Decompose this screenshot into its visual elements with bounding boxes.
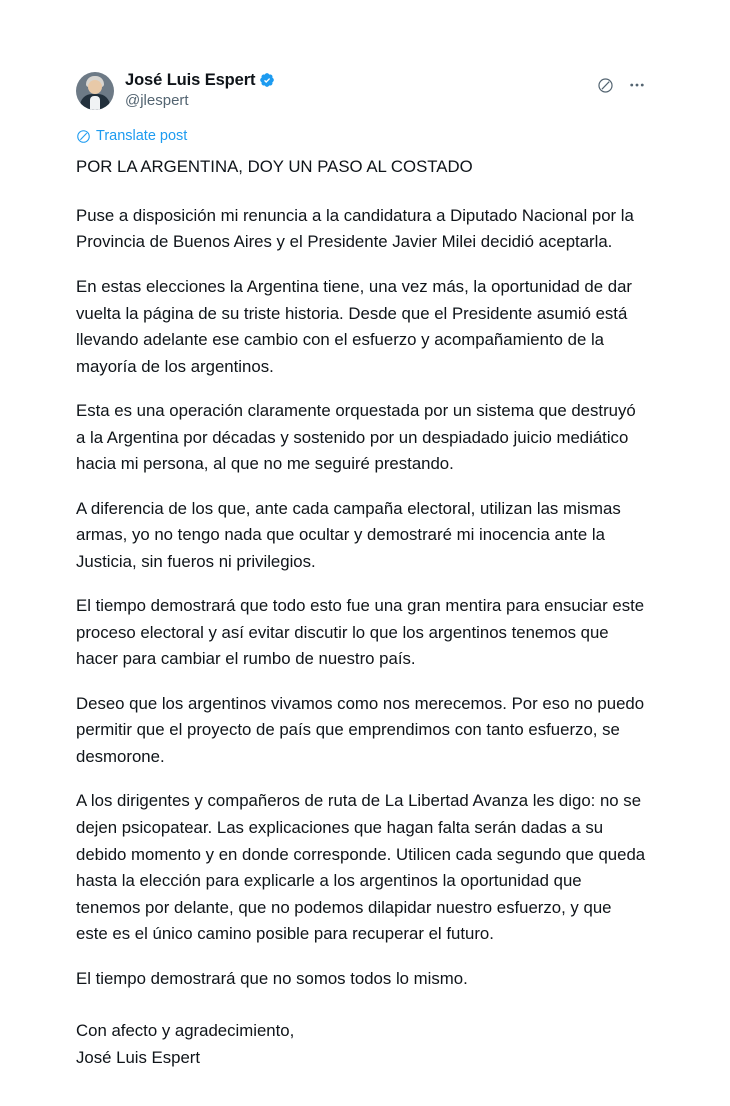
translate-post-link[interactable]: Translate post (96, 128, 188, 145)
translate-post-row[interactable] (76, 128, 646, 144)
signature-line-2: José Luis Espert (76, 1047, 201, 1067)
author-display-name[interactable]: José Luis Espert (125, 71, 256, 89)
post-header-actions (597, 76, 646, 94)
author-handle[interactable]: @jlespert (125, 91, 189, 109)
post-headline: POR LA ARGENTINA, DOY UN PASO AL COSTADO (76, 157, 473, 177)
verified-badge-icon (259, 72, 275, 88)
translate-icon (76, 129, 91, 144)
post-paragraph: Esta es una operación claramente orquestada por un sistema que destruyó a la Argentina por décadas y sostenido por un despiadado juicio mediático hacia mi persona, al que no me seguiré prestando. (76, 401, 636, 474)
signature-line-1: Con afecto y agradecimiento, (76, 1021, 295, 1041)
post-paragraph: El tiempo demostrará que no somos todos lo mismo. (76, 968, 468, 988)
grok-icon[interactable] (597, 77, 614, 94)
post-header (76, 70, 646, 110)
post-paragraph: En estas elecciones la Argentina tiene, una vez más, la oportunidad de dar vuelta la página de su triste historia. Desde que el Presidente asumió está llevando adelante ese cambio con el esfuerzo y acompañamiento de la mayoría de los argentinos. (76, 276, 633, 376)
post-paragraph: El tiempo demostrará que todo esto fue una gran mentira para ensuciar este proceso electoral y así evitar discutir lo que los argentinos tenemos que hacer para cambiar el rumbo de nuestro país. (76, 596, 645, 669)
post-text (76, 154, 646, 1071)
avatar[interactable] (76, 72, 114, 110)
more-options-icon[interactable] (628, 76, 646, 94)
author-names (125, 70, 275, 110)
author-identity[interactable] (76, 70, 275, 110)
post-paragraph: A diferencia de los que, ante cada campaña electoral, utilizan las mismas armas, yo no tengo nada que ocultar y demostraré mi inocencia ante la Justicia, sin fueros ni privilegios. (76, 498, 621, 571)
post-paragraph: A los dirigentes y compañeros de ruta de La Libertad Avanza les digo: no se dejen psicopatear. Las explicaciones que hagan falta serán dadas a su debido momento y en donde corresponde. Utilicen cada segundo que queda hasta la elección para explicarle a los argentinos la oportunidad que tenemos por delante, que no podemos dilapidar nuestro esfuerzo, y que este es el único camino posible para recuperar el futuro. (76, 791, 646, 944)
post-paragraph: Deseo que los argentinos vivamos como nos merecemos. Por eso no puedo permitir que el proyecto de país que emprendimos con tanto esfuerzo, se desmorone. (76, 693, 645, 766)
author-name-row (125, 70, 275, 91)
post-signature (76, 1018, 646, 1071)
post-paragraph: Puse a disposición mi renuncia a la candidatura a Diputado Nacional por la Provincia de Buenos Aires y el Presidente Javier Milei decidió aceptarla. (76, 205, 634, 252)
